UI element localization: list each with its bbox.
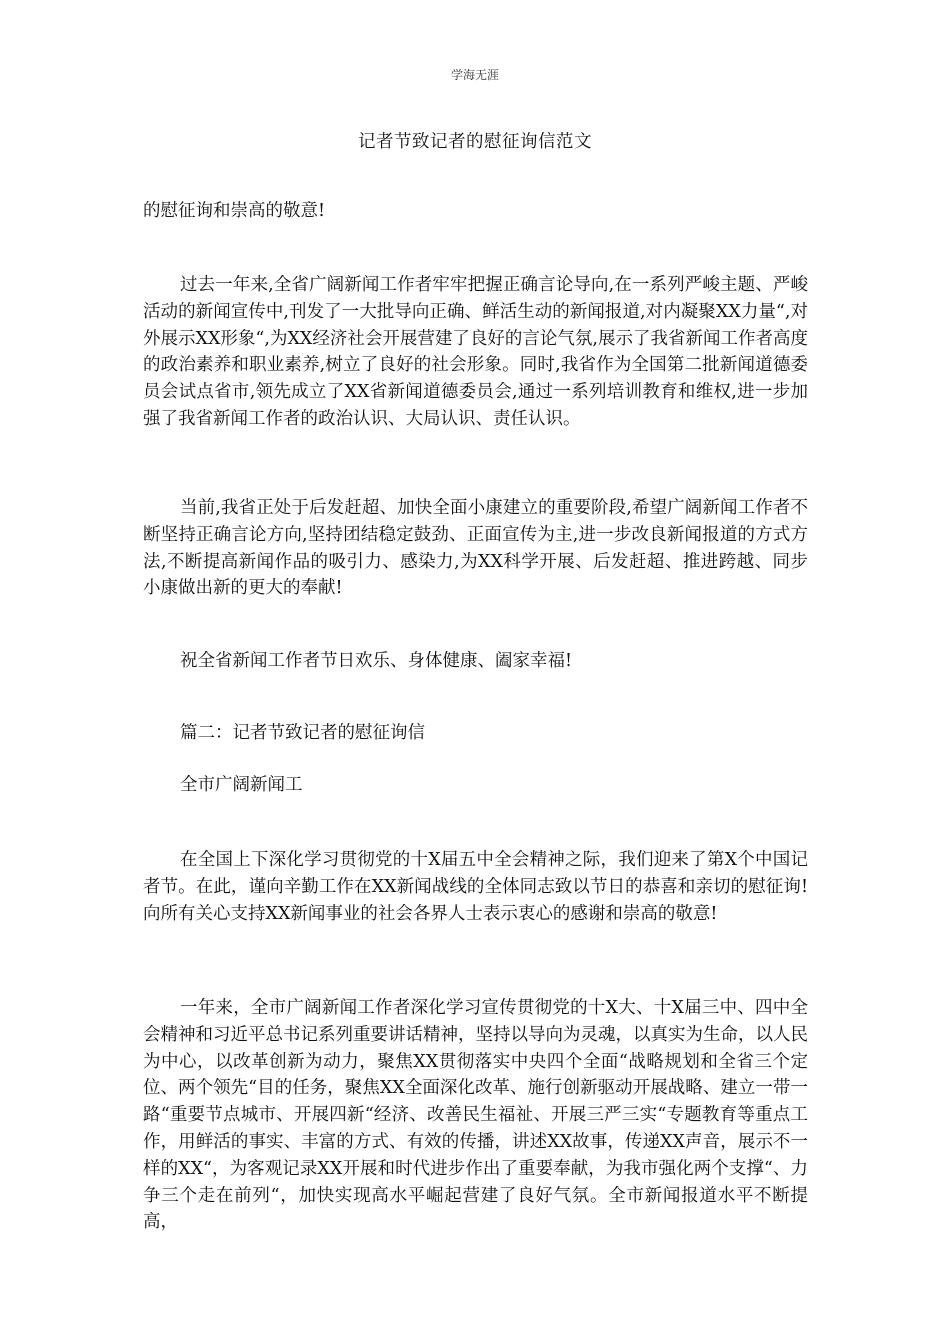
paragraph-past-year: 过去一年来,全省广阔新闻工作者牢牢把握正确言论导向,在一系列严峻主题、严峻活动的新闻宣传中,刊发了一大批导向正确、鲜活生动的新闻报道,对内凝聚XX力量“,对外展示XX形象“,为XX经济社会开展营建了良好的言论气氛,展示了我省新闻工作者高度的政治素养和职业素养,树立了良好的社会形象。同时,我省作为全国第二批新闻道德委员会试点省市,领先成立了XX省新闻道德委员会,通过一系列培训教育和维权,进一步加强了我省新闻工作者的政治认识、大局认识、责任认识。 <box>143 275 808 429</box>
paragraph-continuation: 的慰征询和崇高的敬意! <box>143 201 326 221</box>
paragraph-one-year: 一年来，全市广阔新闻工作者深化学习宣传贯彻党的十X大、十X届三中、四中全会精神和习近平总书记系列重要讲话精神，坚持以导向为灵魂，以真实为生命，以人民为中心，以改革创新为动力，聚焦XX贯彻落实中央四个全面“战略规划和全省三个定位、两个领先“目的任务，聚焦XX全面深化改革、施行创新驱动开展战略、建立一带一路“重要节点城市、开展四新“经济、改善民生福祉、开展三严三实“专题教育等重点工作，用鲜活的事实、丰富的方式、有效的传播，讲述XX故事，传递XX声音，展示不一样的XX“，为客观记录XX开展和时代进步作出了重要奉献，为我市强化两个支撑“、力争三个走在前列“，加快实现高水平崛起营建了良好气氛。全市新闻报道水平不断提高， <box>143 998 808 1233</box>
document-title: 记者节致记者的慰征询信范文 <box>358 132 592 152</box>
paragraph-current-stage: 当前,我省正处于后发赶超、加快全面小康建立的重要阶段,希望广阔新闻工作者不断坚持正确言论方向,坚持团结稳定鼓劲、正面宣传为主,进一步改良新闻报道的方式方法,不断提高新闻作品的吸引力、感染力,为XX科学开展、后发赶超、推进跨越、同步小康做出新的更大的奉献! <box>143 498 808 599</box>
page-header: 学海无涯 <box>450 68 499 82</box>
paragraph-journalist-day: 在全国上下深化学习贯彻党的十X届五中全会精神之际，我们迎来了第X个中国记者节。在此，谨向辛勤工作在XX新闻战线的全体同志致以节日的恭喜和亲切的慰征询!向所有关心支持XX新闻事业的社会各界人士表示衷心的感谢和崇高的敬意! <box>143 850 808 924</box>
section-heading-part-two: 篇二：记者节致记者的慰征询信 <box>180 723 425 743</box>
salutation: 全市广阔新闻工 <box>180 775 303 795</box>
paragraph-wishes: 祝全省新闻工作者节日欢乐、身体健康、阖家幸福! <box>180 651 573 671</box>
